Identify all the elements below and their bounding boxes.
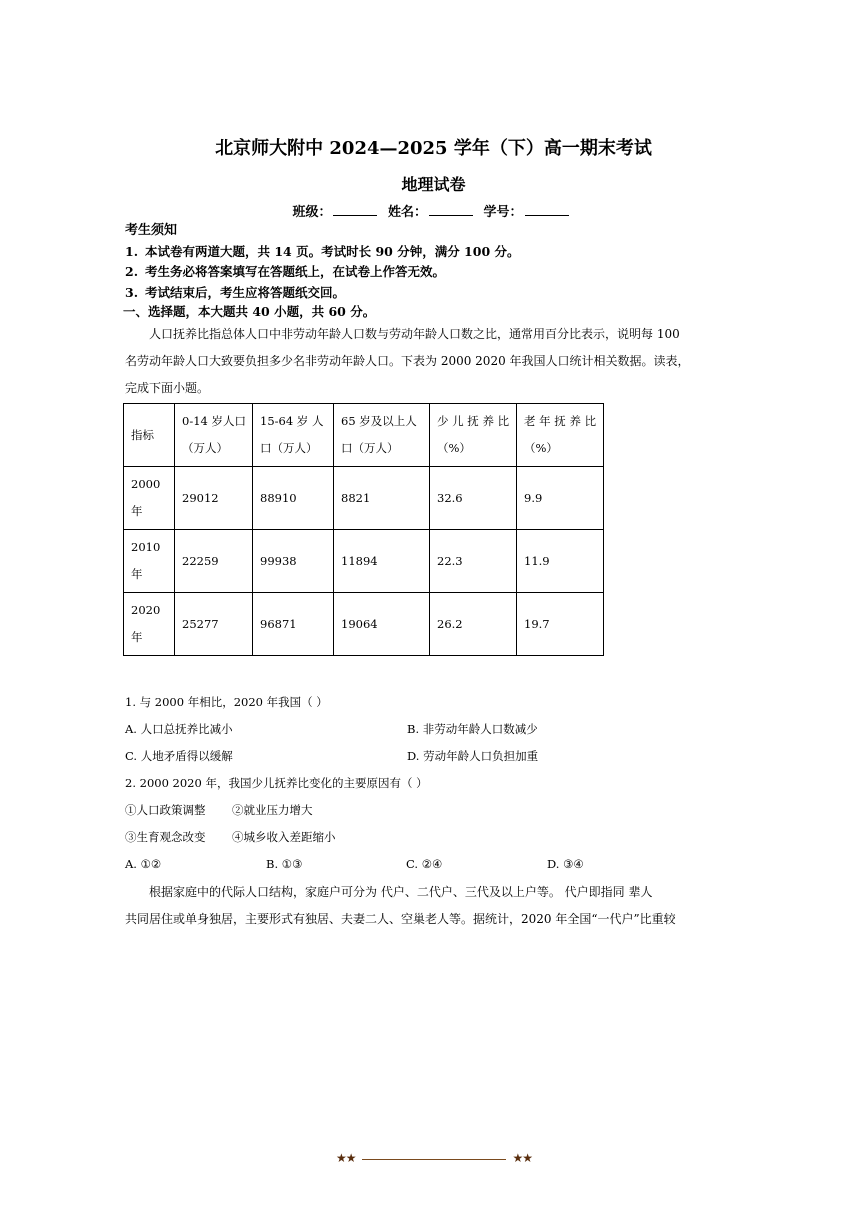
table-cell: 29012 <box>175 467 253 530</box>
table-header-cell: 15-64 岁 人 口（万人） <box>253 404 334 467</box>
q2-statement: ④城乡收入差距缩小 <box>232 830 336 844</box>
passage-line: 共同居住或单身独居，主要形式有独居、夫妻二人、空巢老人等。据统计，2020 年全国“一代户”比重较 <box>125 912 676 926</box>
question-1-stem: 1. 与 2000 年相比，2020 年我国（ ） <box>125 695 328 709</box>
q2-option-c[interactable]: C. ②④ <box>406 857 443 871</box>
table-cell: 99938 <box>253 530 334 593</box>
passage-line: 人口抚养比指总体人口中非劳动年龄人口数与劳动年龄人口数之比，通常用百分比表示，说明每 100 <box>149 327 680 341</box>
passage-2 <box>125 879 685 933</box>
notice-item <box>125 242 520 260</box>
section-heading: 一、选择题，本大题共 40 小题，共 60 分。 <box>123 304 376 319</box>
table-row <box>124 467 604 530</box>
table-cell: 32.6 <box>430 467 517 530</box>
id-blank[interactable] <box>525 203 569 216</box>
exam-title: 北京师大附中 2024—2025 学年（下）高一期末考试 <box>215 138 652 159</box>
table-cell: 8821 <box>334 467 430 530</box>
table-cell: 26.2 <box>430 593 517 656</box>
notice-item <box>125 283 345 301</box>
notice-item-number: 2. <box>125 264 139 279</box>
table-header-cell: 指标 <box>124 404 175 467</box>
q1-option-c[interactable]: C. 人地矛盾得以缓解 <box>125 749 233 763</box>
table-cell: 96871 <box>253 593 334 656</box>
table-year-cell: 2010 年 <box>124 530 175 593</box>
table-cell: 22.3 <box>430 530 517 593</box>
q1-option-b[interactable]: B. 非劳动年龄人口数减少 <box>407 722 538 736</box>
notice-item <box>125 262 445 280</box>
table-year-cell: 2020 年 <box>124 593 175 656</box>
passage-line: 根据家庭中的代际人口结构，家庭户可分为 代户、二代户、三代及以上户等。 代户即指同 辈人 <box>149 885 653 899</box>
q1-option-d[interactable]: D. 劳动年龄人口负担加重 <box>407 749 539 763</box>
star-icon: ★★ <box>512 1151 532 1165</box>
table-header-cell: 少 儿 抚 养 比 （%） <box>430 404 517 467</box>
name-label: 姓名： <box>387 205 427 220</box>
q2-statement: ②就业压力增大 <box>232 803 313 817</box>
q2-option-d[interactable]: D. ③④ <box>547 857 584 871</box>
table-header-row <box>124 404 604 467</box>
notice-item-text: 考试结束后，考生应将答题纸交回。 <box>145 285 346 300</box>
table-cell: 25277 <box>175 593 253 656</box>
q1-option-a[interactable]: A. 人口总抚养比减小 <box>125 722 233 736</box>
table-header-cell: 0-14 岁人口 （万人） <box>175 404 253 467</box>
table-cell: 11.9 <box>517 530 604 593</box>
table-row <box>124 530 604 593</box>
star-icon: ★★ <box>336 1151 356 1165</box>
passage-line: 完成下面小题。 <box>125 381 210 395</box>
table-header-cell: 65 岁及以上人 口（万人） <box>334 404 430 467</box>
exam-subtitle: 地理试卷 <box>401 175 466 194</box>
table-header-cell: 老 年 抚 养 比 （%） <box>517 404 604 467</box>
q2-statement: ①人口政策调整 <box>125 803 206 817</box>
id-label: 学号： <box>483 205 523 220</box>
footer-divider <box>362 1159 506 1160</box>
page-footer-ornament <box>336 1152 532 1168</box>
notice-item-text: 考生务必将答案填写在答题纸上，在试卷上作答无效。 <box>145 264 446 279</box>
passage-line: 名劳动年龄人口大致要负担多少名非劳动年龄人口。下表为 2000 2020 年我国人口统计相关数据。读表， <box>125 354 690 368</box>
notice-heading: 考生须知 <box>125 223 178 238</box>
q2-option-a[interactable]: A. ①② <box>125 857 162 871</box>
class-label: 班级： <box>292 205 332 220</box>
question-2-stem: 2. 2000 2020 年，我国少儿抚养比变化的主要原因有（ ） <box>125 776 428 790</box>
class-blank[interactable] <box>333 203 377 216</box>
table-cell: 22259 <box>175 530 253 593</box>
q2-option-b[interactable]: B. ①③ <box>266 857 303 871</box>
student-info-line <box>0 201 867 220</box>
q2-statement: ③生育观念改变 <box>125 830 206 844</box>
table-year-cell: 2000 年 <box>124 467 175 530</box>
notice-item-text: 本试卷有两道大题，共 14 页。考试时长 90 分钟，满分 100 分。 <box>145 244 520 259</box>
table-row <box>124 593 604 656</box>
table-cell: 88910 <box>253 467 334 530</box>
passage-1 <box>125 321 690 402</box>
name-blank[interactable] <box>429 203 473 216</box>
notice-item-number: 1. <box>125 244 139 259</box>
table-cell: 11894 <box>334 530 430 593</box>
population-table <box>123 403 604 656</box>
table-cell: 9.9 <box>517 467 604 530</box>
table-cell: 19064 <box>334 593 430 656</box>
notice-item-number: 3. <box>125 285 139 300</box>
table-cell: 19.7 <box>517 593 604 656</box>
